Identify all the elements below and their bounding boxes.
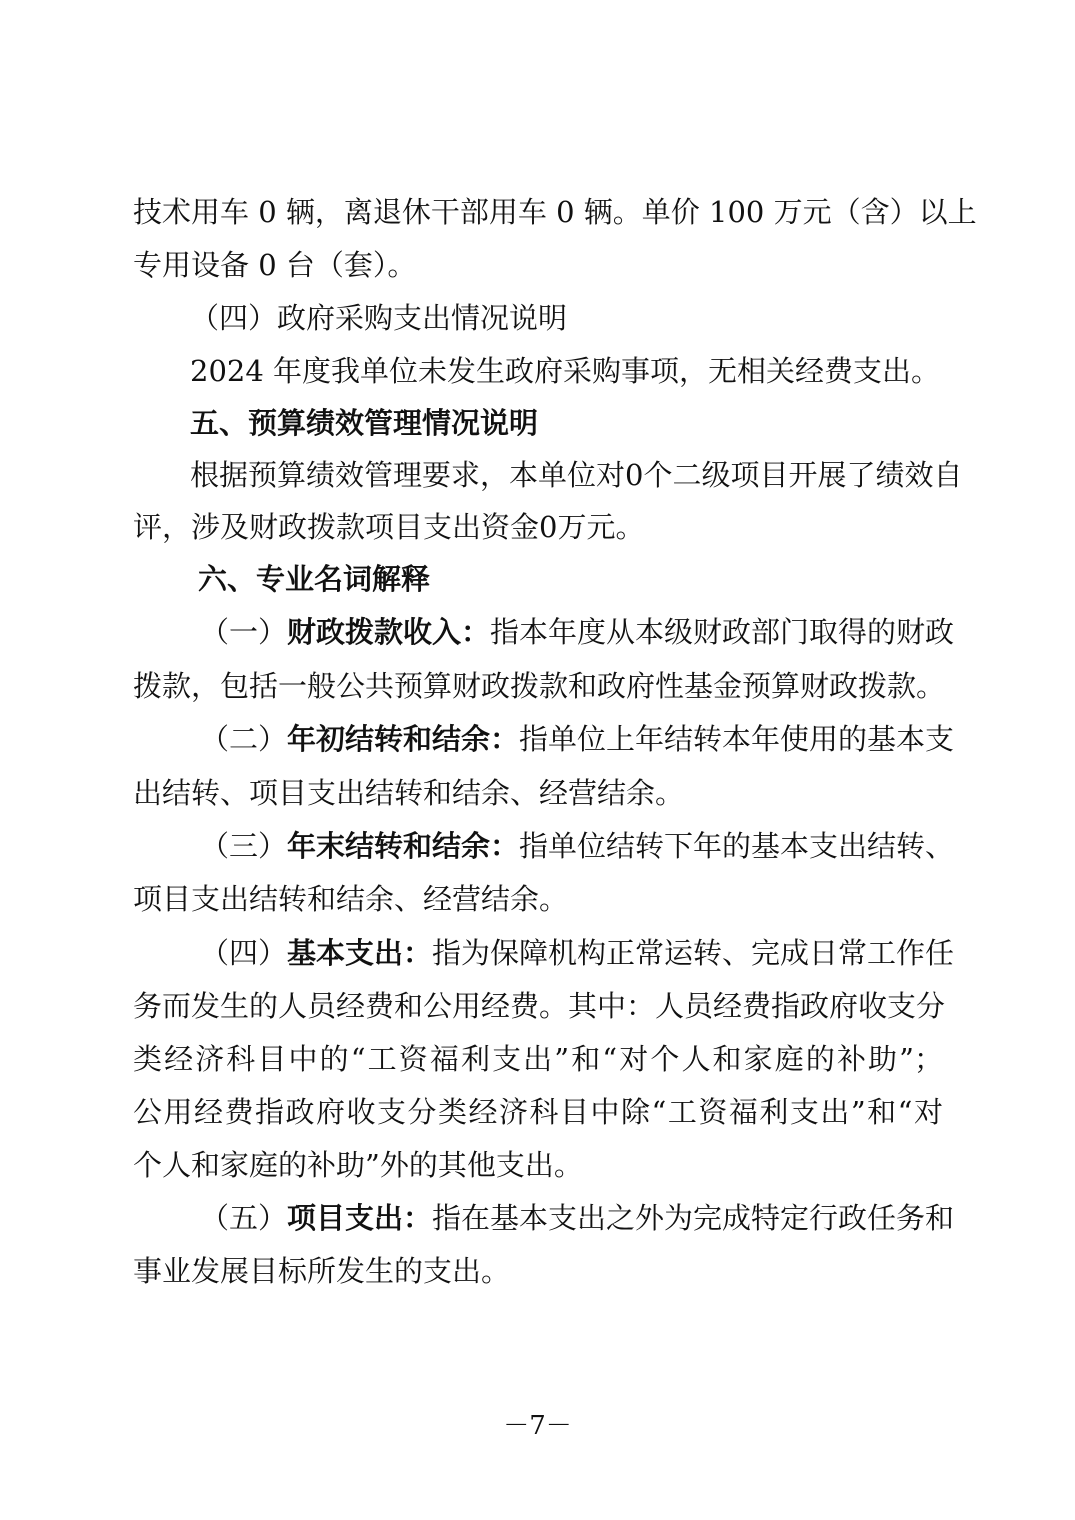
page-number: －7－ [503,1411,572,1441]
term-definition-line [200,612,955,652]
body-line: 个人和家庭的补助”外的其他支出。 [133,1148,583,1182]
body-line: 专用设备 0 台（套）。 [133,248,417,282]
term-definition-line [200,719,955,759]
body-line: 类经济科目中的“工资福利支出”和“对个人和家庭的补助”； [133,1042,943,1076]
term-text: 指为保障机构正常运转、完成日常工作任 [432,936,955,970]
term-definition-line [200,826,955,866]
body-line: 事业发展目标所发生的支出。 [133,1254,511,1288]
section-heading: 六、专业名词解释 [198,562,431,596]
term-number: （二） [200,722,288,756]
term-number: （一） [200,615,288,649]
term-text: 指本年度从本级财政部门取得的财政 [490,615,955,649]
term-title: 财政拨款收入： [287,615,491,649]
term-text: 指单位上年结转本年使用的基本支 [519,722,955,756]
term-text: 指单位结转下年的基本支出结转、 [519,829,955,863]
body-line: 项目支出结转和结余、经营结余。 [133,882,569,916]
term-title: 年初结转和结余： [287,722,520,756]
body-line: 出结转、项目支出结转和结余、经营结余。 [133,776,685,810]
body-line: 根据预算绩效管理要求，本单位对0个二级项目开展了绩效自 [190,458,963,492]
term-number: （五） [200,1201,288,1235]
term-title: 年末结转和结余： [287,829,520,863]
term-title: 基本支出： [287,936,433,970]
term-definition-line [200,1198,955,1238]
body-line: 公用经费指政府收支分类经济科目中除“工资福利支出”和“对 [133,1095,943,1129]
term-number: （四） [200,936,288,970]
body-line: 拨款，包括一般公共预算财政拨款和政府性基金预算财政拨款。 [133,669,946,703]
term-number: （三） [200,829,288,863]
term-definition-line [200,933,955,973]
body-line: 2024 年度我单位未发生政府采购事项，无相关经费支出。 [190,354,941,388]
term-text: 指在基本支出之外为完成特定行政任务和 [432,1201,955,1235]
body-line: 务而发生的人员经费和公用经费。其中：人员经费指政府收支分 [133,989,946,1023]
body-line: 技术用车 0 辆，离退休干部用车 0 辆。单价 100 万元（含）以上 [133,195,977,229]
term-title: 项目支出： [287,1201,433,1235]
section-heading: 五、预算绩效管理情况说明 [190,406,539,440]
body-line: 评，涉及财政拨款项目支出资金0万元。 [133,510,645,544]
subsection-heading: （四）政府采购支出情况说明 [190,301,568,335]
